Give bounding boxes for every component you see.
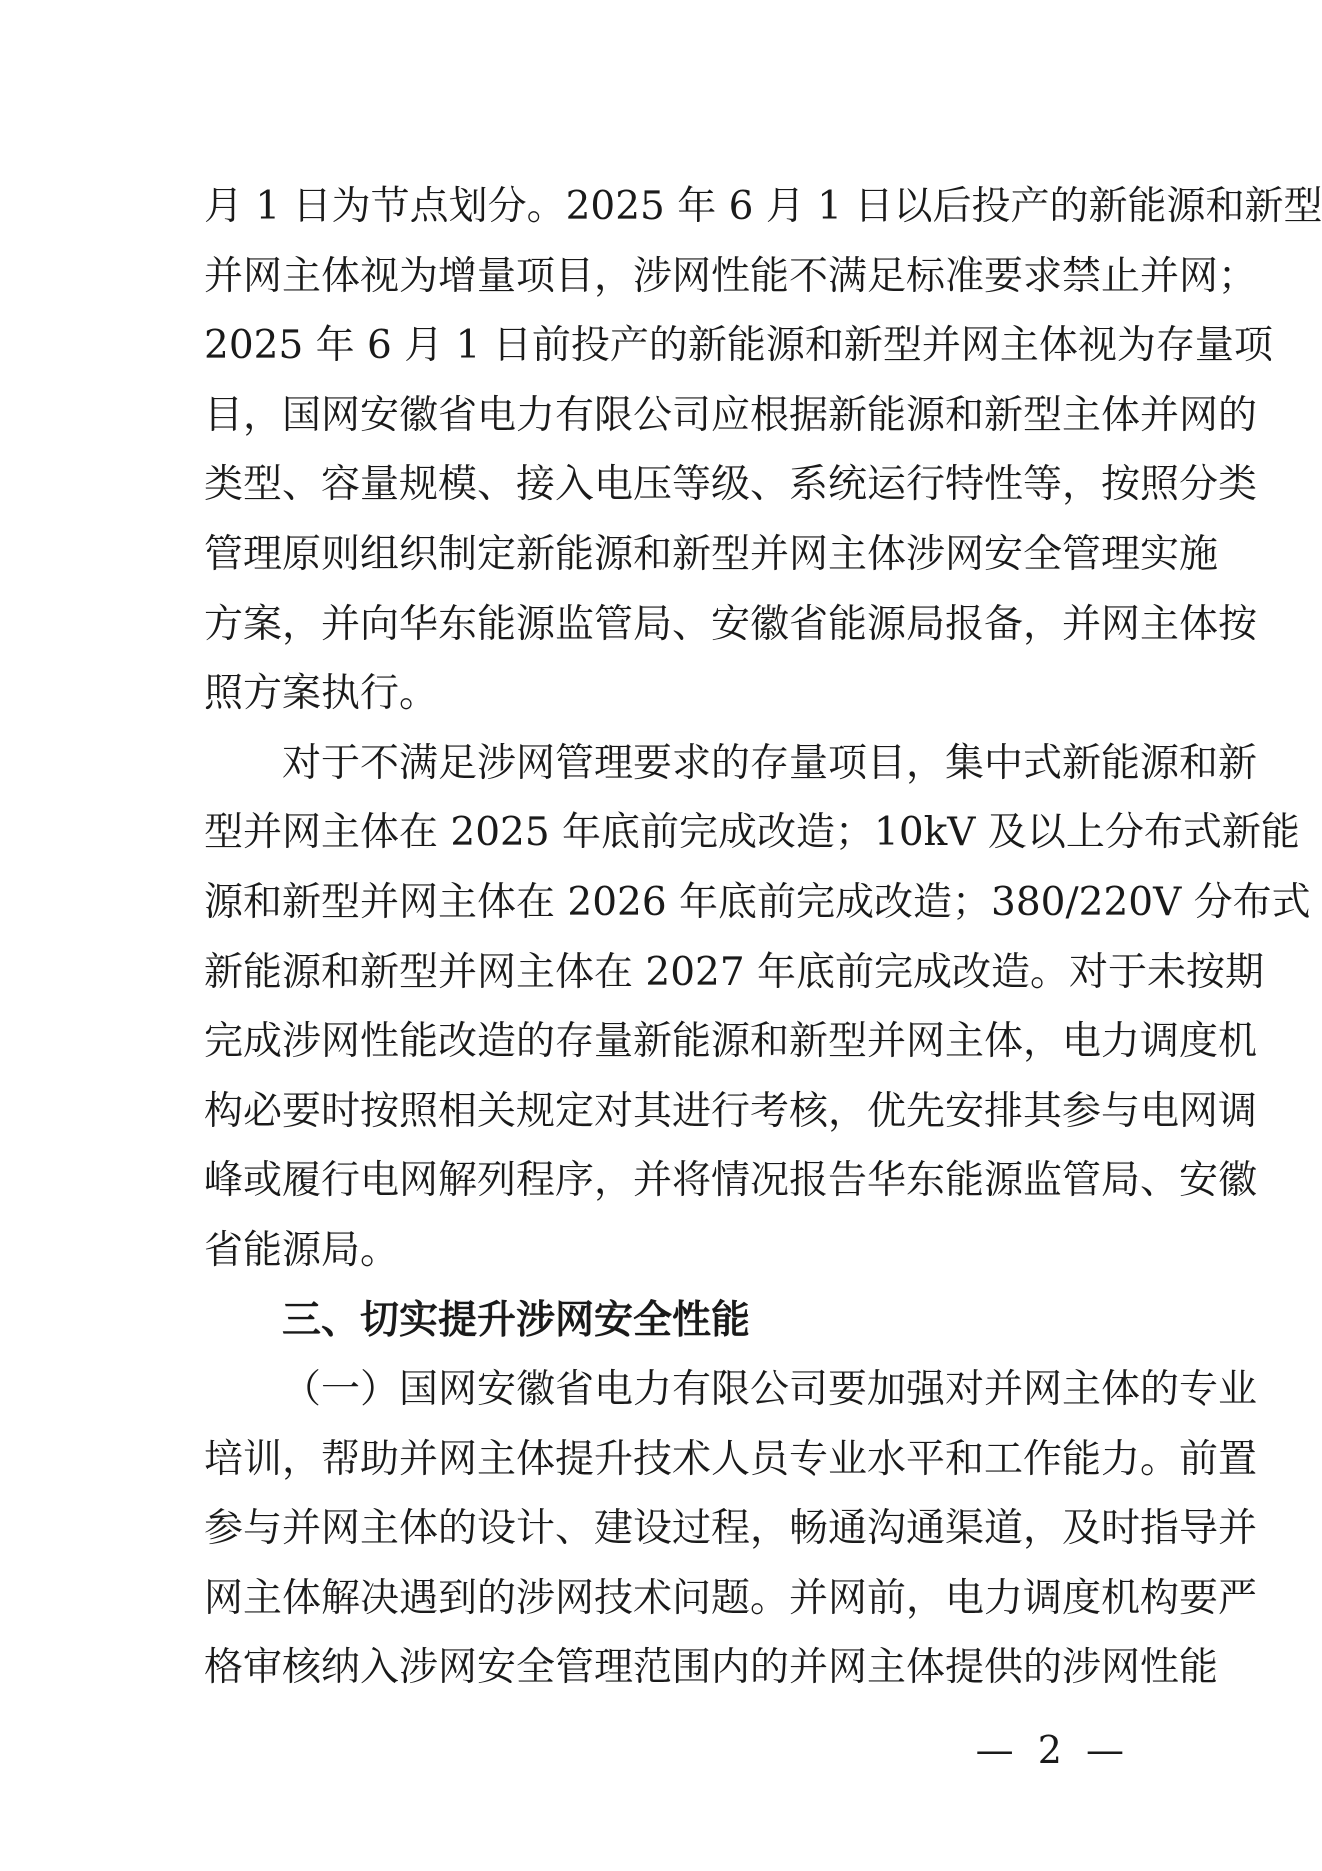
text-line: 培训，帮助并网主体提升技术人员专业水平和工作能力。前置 — [204, 1436, 1258, 1482]
text-line: 网主体解决遇到的涉网技术问题。并网前，电力调度机构要严 — [204, 1575, 1258, 1621]
text-line: 格审核纳入涉网安全管理范围内的并网主体提供的涉网性能 — [204, 1645, 1219, 1691]
text-line: 照方案执行。 — [204, 671, 439, 717]
paragraph-start-line: 对于不满足涉网管理要求的存量项目，集中式新能源和新 — [282, 740, 1258, 786]
document-body — [204, 172, 1322, 1703]
text-line: 省能源局。 — [204, 1227, 400, 1273]
text-line: 构必要时按照相关规定对其进行考核，优先安排其参与电网调 — [204, 1088, 1258, 1134]
text-line: 并网主体视为增量项目，涉网性能不满足标准要求禁止并网； — [204, 253, 1258, 299]
text-line: 目，国网安徽省电力有限公司应根据新能源和新型主体并网的 — [204, 392, 1258, 438]
text-line: 源和新型并网主体在 2026 年底前完成改造；380/220V 分布式 — [204, 879, 1311, 925]
text-line: 完成涉网性能改造的存量新能源和新型并网主体，电力调度机 — [204, 1019, 1258, 1065]
text-line: 类型、容量规模、接入电压等级、系统运行特性等，按照分类 — [204, 462, 1258, 508]
text-line: 参与并网主体的设计、建设过程，畅通沟通渠道，及时指导并 — [204, 1506, 1258, 1552]
text-line: 管理原则组织制定新能源和新型并网主体涉网安全管理实施 — [204, 531, 1219, 577]
text-line: 方案，并向华东能源监管局、安徽省能源局报备，并网主体按 — [204, 601, 1258, 647]
page-number: — 2 — — [975, 1728, 1130, 1772]
section-heading: 三、切实提升涉网安全性能 — [282, 1297, 751, 1343]
text-line: 峰或履行电网解列程序，并将情况报告华东能源监管局、安徽 — [204, 1158, 1258, 1204]
text-line: 月 1 日为节点划分。2025 年 6 月 1 日以后投产的新能源和新型 — [204, 184, 1322, 229]
text-line: 2025 年 6 月 1 日前投产的新能源和新型并网主体视为存量项 — [204, 323, 1273, 369]
paragraph-start-line: （一）国网安徽省电力有限公司要加强对并网主体的专业 — [282, 1367, 1258, 1413]
text-line: 型并网主体在 2025 年底前完成改造；10kV 及以上分布式新能 — [204, 810, 1300, 856]
text-line: 新能源和新型并网主体在 2027 年底前完成改造。对于未按期 — [204, 949, 1265, 995]
